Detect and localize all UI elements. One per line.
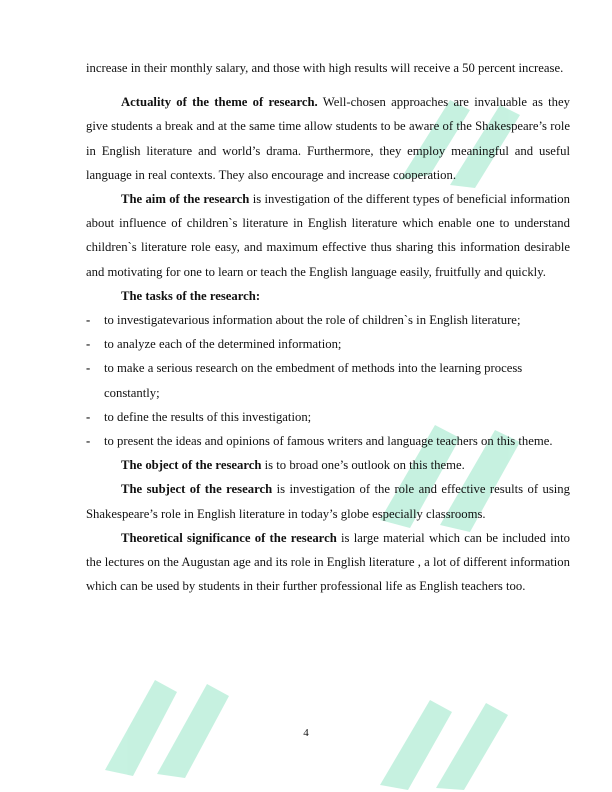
subject-paragraph (86, 477, 570, 525)
tasks-heading-paragraph (86, 284, 570, 308)
task-text: to present the ideas and opinions of famous writers and language teachers on this theme. (104, 434, 553, 449)
list-marker: - (86, 409, 91, 424)
task-text: to make a serious research on the embedment of methods into the learning process constantly; (104, 361, 523, 400)
significance-heading: Theoretical significance of the research (121, 530, 337, 545)
list-marker: - (86, 313, 91, 328)
list-marker: - (86, 337, 91, 352)
aim-heading: The aim of the research (121, 192, 250, 207)
task-text: to investigatevarious information about the role of children`s in English literature; (104, 313, 521, 328)
aim-paragraph (86, 187, 570, 284)
significance-paragraph (86, 526, 570, 599)
page-number: 4 (303, 727, 309, 739)
actuality-text: Well-chosen approaches are invaluable as they give students a break and at the same time allow students to be aware of the Shakespeare’s role in English literature and world’s drama. Furthermore, they employ meaningful and useful language in real contexts. They also encourage and increase cooperation. (86, 95, 570, 182)
list-marker: - (86, 434, 91, 449)
list-item (86, 429, 570, 453)
object-heading: The object of the research (121, 458, 262, 473)
list-marker: - (86, 361, 91, 376)
actuality-paragraph (86, 90, 570, 187)
tasks-list (86, 308, 570, 453)
list-item (86, 332, 570, 356)
aim-text: is investigation of the different types of beneficial information about influence of children`s literature in English literature which enable one to understand children`s literature role easy, and maximum effective thus sharing this information desirable and motivating for one to learn or teach the English language easily, fruitfully and quickly. (86, 192, 570, 279)
list-item (86, 308, 570, 332)
subject-heading: The subject of the research (121, 482, 273, 497)
tasks-heading: The tasks of the research: (121, 288, 261, 303)
document-body (86, 56, 570, 598)
object-text: is to broad one’s outlook on this theme. (261, 458, 465, 473)
task-text: to analyze each of the determined information; (104, 337, 342, 352)
list-item (86, 356, 570, 404)
list-item (86, 405, 570, 429)
subject-text: is investigation of the role and effective results of using Shakespeare’s role in English literature in today’s globe especially classrooms. (86, 482, 570, 521)
object-paragraph (86, 453, 570, 477)
watermark-logo-bottom-left (95, 650, 245, 780)
task-text: to define the results of this investigation; (104, 409, 312, 424)
intro-paragraph: increase in their monthly salary, and those with high results will receive a 50 percent increase. (86, 61, 564, 75)
significance-text: is large material which can be included into the lectures on the Augustan age and its role in English literature , a lot of different information which can be used by students in their further professional life as English teachers too. (86, 530, 570, 594)
actuality-heading: Actuality of the theme of research. (121, 95, 318, 110)
